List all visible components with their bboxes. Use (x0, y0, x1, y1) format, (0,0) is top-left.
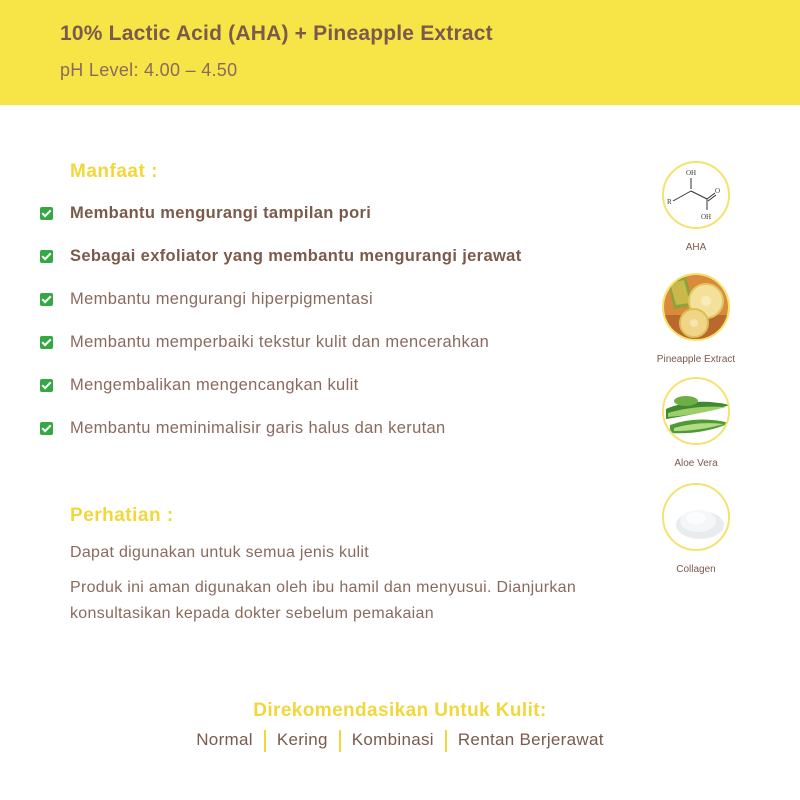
product-title: 10% Lactic Acid (AHA) + Pineapple Extract (60, 22, 493, 45)
checkmark-icon (40, 207, 53, 220)
formula-oh-top: OH (686, 169, 697, 177)
header-banner (0, 0, 800, 105)
checkmark-icon (40, 422, 53, 435)
benefit-item (40, 418, 620, 461)
ingredient-pineapple (646, 273, 746, 365)
ingredient-label: Pineapple Extract (656, 354, 736, 365)
benefit-text: Membantu memperbaiki tekstur kulit dan mencerahkan (70, 333, 490, 351)
skin-type-kombinasi: Kombinasi (351, 730, 434, 749)
perhatian-note-1: Dapat digunakan untuk semua jenis kulit (70, 544, 369, 561)
ingredient-collagen (646, 483, 746, 575)
checkmark-icon (40, 250, 53, 263)
ingredient-aha (646, 161, 746, 253)
aloe-vera-icon (662, 377, 730, 445)
recommendation-title: Direkomendasikan Untuk Kulit: (253, 700, 547, 721)
ingredient-label: Collagen (676, 564, 716, 575)
benefit-item (40, 203, 620, 246)
checkmark-icon (40, 379, 53, 392)
benefit-item (40, 375, 620, 418)
aha-formula-icon (662, 161, 730, 229)
ingredient-aloe-vera (646, 377, 746, 469)
skin-types (0, 730, 800, 752)
skin-type-rentan-berjerawat: Rentan Berjerawat (457, 730, 604, 749)
benefit-item (40, 289, 620, 332)
benefit-text: Sebagai exfoliator yang membantu mengurangi jerawat (70, 247, 522, 265)
checkmark-icon (40, 336, 53, 349)
manfaat-title: Manfaat : (70, 161, 158, 182)
formula-r: R (667, 198, 672, 206)
perhatian-title: Perhatian : (70, 505, 174, 526)
pineapple-icon (662, 273, 730, 341)
perhatian-note-2: Produk ini aman digunakan oleh ibu hamil dan menyusui. Dianjurkan konsultasikan kepada dokter sebelum pemakaian (70, 579, 577, 622)
ph-level: pH Level: 4.00 – 4.50 (60, 60, 238, 80)
benefit-text: Membantu mengurangi tampilan pori (70, 204, 372, 222)
collagen-powder-icon (662, 483, 730, 551)
skin-type-kering: Kering (276, 730, 328, 749)
benefit-text: Mengembalikan mengencangkan kulit (70, 376, 359, 394)
benefit-text: Membantu meminimalisir garis halus dan kerutan (70, 419, 446, 437)
benefit-item (40, 246, 620, 289)
benefits-list (40, 203, 620, 461)
benefit-text: Membantu mengurangi hiperpigmentasi (70, 290, 373, 308)
formula-oh-bottom: OH (701, 213, 712, 221)
skin-type-normal: Normal (196, 730, 253, 749)
recommendation-section (0, 700, 800, 752)
ingredient-label: AHA (685, 242, 707, 253)
checkmark-icon (40, 293, 53, 306)
benefit-item (40, 332, 620, 375)
ingredient-label: Aloe Vera (674, 458, 718, 469)
formula-o: O (715, 187, 721, 195)
